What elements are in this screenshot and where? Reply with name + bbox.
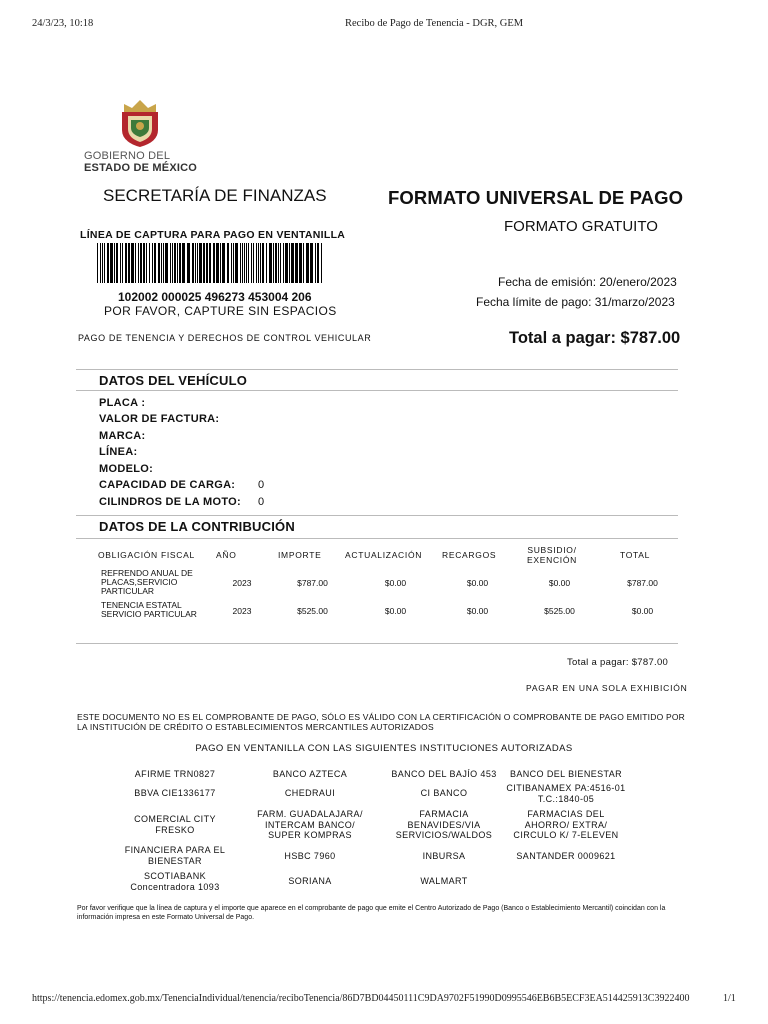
barcode-bar [206,243,208,283]
barcode-bar [120,243,121,283]
row-year: 2023 [232,578,252,588]
barcode-bar [285,243,288,283]
total-a-pagar-header: Total a pagar: $787.00 [509,329,681,347]
row-subsidio: $525.00 [544,606,575,616]
barcode-bar [216,243,219,283]
barcode-bar [163,243,164,283]
barcode-bar [140,243,142,283]
barcode-bar [182,243,185,283]
barcode-bar [131,243,134,283]
divider [76,369,678,370]
captura-number: 102002 000025 496273 453004 206 [118,290,312,304]
barcode-bar [143,243,145,283]
divider [76,538,678,539]
row-importe: $787.00 [297,578,328,588]
divider [76,643,678,644]
institution-item: BANCO DEL BAJÍO 453 [391,769,497,779]
barcode-bar [269,243,272,283]
barcode-bar [122,243,123,283]
barcode-bar [315,243,316,283]
capacidad-carga-label: CAPACIDAD DE CARGA: [99,479,236,491]
institution-item: CI BANCO [420,788,468,798]
barcode-bar [248,243,249,283]
barcode-bar [291,243,294,283]
barcode-bar [125,243,127,283]
institution-item: BANCO AZTECA [272,769,348,779]
barcode-bar [303,243,304,283]
gobierno-line1: GOBIERNO DEL [84,150,171,162]
linea-label: LÍNEA: [99,446,138,458]
row-actualizacion: $0.00 [384,578,407,588]
print-page-number: 1/1 [723,993,736,1004]
barcode-bar [149,243,150,283]
total-a-pagar-footer: Total a pagar: $787.00 [567,657,669,668]
barcode-bar [244,243,245,283]
barcode-bar [260,243,261,283]
print-url[interactable]: https://tenencia.edomex.gob.mx/TenenciaIndividual/tenencia/reciboTenencia/86D7BD04450111C9DA9702F51990D0995546EB6B5ECF3EA514425913C3922400 [32,993,690,1004]
gobierno-logo-text [84,150,197,174]
col-header-subsidio: SUBSIDIO/ EXENCIÓN [527,545,577,565]
barcode-bar [174,243,176,283]
barcode-bar [114,243,115,283]
barcode-bar [195,243,196,283]
barcode-bar [170,243,171,283]
divider [76,515,678,516]
print-datetime: 24/3/23, 10:18 [32,18,94,29]
institution-item: COMERCIAL CITY FRESKO [134,814,216,835]
row-subsidio: $0.00 [548,578,571,588]
col-header-total: TOTAL [620,550,651,560]
row-concept: TENENCIA ESTATAL SERVICIO PARTICULAR [101,600,197,619]
divider [76,390,678,391]
barcode-bar [165,243,168,283]
barcode-bar [128,243,130,283]
barcode-bar [317,243,319,283]
barcode-bar [203,243,205,283]
row-recargos: $0.00 [466,578,489,588]
valor-factura-label: VALOR DE FACTURA: [99,413,220,425]
barcode-bar [146,243,147,283]
barcode-bar [262,243,264,283]
barcode-bar [116,243,118,283]
instituciones-title: PAGO EN VENTANILLA CON LAS SIGUIENTES INSTITUCIONES AUTORIZADAS [195,743,573,754]
barcode-bar [154,243,156,283]
modelo-label: MODELO: [99,463,154,475]
barcode-bar [242,243,243,283]
institution-item: HSBC 7960 [284,851,336,861]
barcode-bar [275,243,277,283]
institution-item: FARMACIA BENAVIDES/VIA SERVICIOS/WALDOS [395,809,493,840]
barcode-bar [104,243,105,283]
barcode-bar [283,243,284,283]
row-year: 2023 [232,606,252,616]
vehiculo-title: DATOS DEL VEHÍCULO [99,373,248,388]
row-recargos: $0.00 [466,606,489,616]
cilindros-value: 0 [258,496,265,508]
col-header-actualizacion: ACTUALIZACIÓN [345,550,423,560]
barcode-bar [235,243,238,283]
concepto-pago: PAGO DE TENENCIA Y DERECHOS DE CONTROL VEHICULAR [78,333,372,343]
barcode-bar [231,243,232,283]
barcode-bar [209,243,211,283]
row-total: $787.00 [627,578,658,588]
barcode-bar [158,243,160,283]
barcode-bar [258,243,259,283]
barcode-bar [107,243,109,283]
col-header-importe: IMPORTE [278,550,322,560]
barcode-bar [256,243,257,283]
institution-item: SORIANA [288,876,332,886]
barcode-bar [299,243,302,283]
barcode-bar [192,243,194,283]
row-total: $0.00 [631,606,654,616]
barcode-bar [220,243,221,283]
institution-item: AFIRME TRN0827 [134,769,216,779]
barcode-bar [138,243,139,283]
gobierno-line2: ESTADO DE MÉXICO [84,162,198,174]
col-header-obligacion: OBLIGACIÓN FISCAL [98,550,195,560]
institution-item: INBURSA [422,851,466,861]
barcode-bar [172,243,173,283]
barcode-bar [240,243,241,283]
verify-note: Por favor verifique que la línea de captura y el importe que aparece en el comprobante de pago que emite el Centro Autorizado de Pago (Banco o Establecimiento Mercantil) coincidan con la información impresa en este Formato Universal de Pago. [77,905,666,921]
row-concept: REFRENDO ANUAL DE PLACAS,SERVICIO PARTICULAR [101,568,193,596]
barcode-bar [187,243,190,283]
institution-item: SANTANDER 0009621 [516,851,616,861]
barcode-bar [110,243,113,283]
institution-item: WALMART [420,876,468,886]
placa-label: PLACA : [99,397,146,409]
barcode-bar [321,243,322,283]
institution-item: CITIBANAMEX PA:4516-01 T.C.:1840-05 [506,783,626,804]
captura-title: LÍNEA DE CAPTURA PARA PAGO EN VENTANILLA [80,229,346,241]
col-header-anio: AÑO [216,550,237,560]
estado-de-mexico-seal-icon [118,98,162,148]
barcode-bar [161,243,162,283]
pagar-una-exhibicion: PAGAR EN UNA SOLA EXHIBICIÓN [526,683,688,693]
barcode-bar [273,243,274,283]
barcode-bar [280,243,281,283]
barcode-bar [177,243,178,283]
barcode-bar [295,243,298,283]
fecha-limite: Fecha límite de pago: 31/marzo/2023 [476,295,675,309]
barcode-bar [152,243,153,283]
institution-item: FARM. GUADALAJARA/ INTERCAM BANCO/ SUPER KOMPRAS [257,809,363,840]
cilindros-label: CILINDROS DE LA MOTO: [99,496,241,508]
marca-label: MARCA: [99,430,146,442]
institution-item: FARMACIAS DEL AHORRO/ EXTRA/ CIRCULO K/ 7-ELEVEN [513,809,619,840]
barcode-bar [135,243,136,283]
fecha-emision: Fecha de emisión: 20/enero/2023 [498,275,677,289]
barcode-bar [306,243,309,283]
barcode-bar [102,243,103,283]
barcode-bar [199,243,202,283]
barcode-bar [227,243,229,283]
barcode-bar [97,243,98,283]
secretaria-heading: SECRETARÍA DE FINANZAS [103,186,327,205]
institution-item: SCOTIABANK Concentradora 1093 [130,871,220,892]
institution-item: BANCO DEL BIENESTAR [509,769,623,779]
barcode-bar [278,243,279,283]
barcode-bar [310,243,313,283]
row-actualizacion: $0.00 [384,606,407,616]
barcode-bar [222,243,225,283]
barcode-bar [233,243,234,283]
contribucion-title: DATOS DE LA CONTRIBUCIÓN [99,519,295,534]
col-header-recargos: RECARGOS [442,550,497,560]
barcode-bar [213,243,215,283]
captura-note: POR FAVOR, CAPTURE SIN ESPACIOS [104,304,337,318]
disclaimer: ESTE DOCUMENTO NO ES EL COMPROBANTE DE PAGO, SÓLO ES VÁLIDO CON LA CERTIFICACIÓN O COMPROBANTE DE PAGO EMITIDO POR LA INSTITUCIÓN DE CRÉDITO O ESTABLECIMIENTOS MERCANTILES AUTORIZADOS [77,712,685,732]
barcode-bar [251,243,252,283]
barcode-bar [100,243,101,283]
formato-universal-heading: FORMATO UNIVERSAL DE PAGO [388,187,684,208]
barcode-bar [246,243,247,283]
print-title: Recibo de Pago de Tenencia - DGR, GEM [345,18,524,29]
institution-item: CHEDRAUI [284,788,336,798]
barcode-bar [266,243,267,283]
row-importe: $525.00 [297,606,328,616]
institution-item: BBVA CIE1336177 [134,788,216,798]
barcode-bar [197,243,198,283]
formato-gratuito-heading: FORMATO GRATUITO [504,218,658,235]
barcode-bar [253,243,254,283]
institution-item: FINANCIERA PARA EL BIENESTAR [124,845,226,866]
capacidad-carga-value: 0 [258,479,265,491]
barcode-bar [179,243,181,283]
barcode-bar [289,243,290,283]
barcode [97,243,324,283]
